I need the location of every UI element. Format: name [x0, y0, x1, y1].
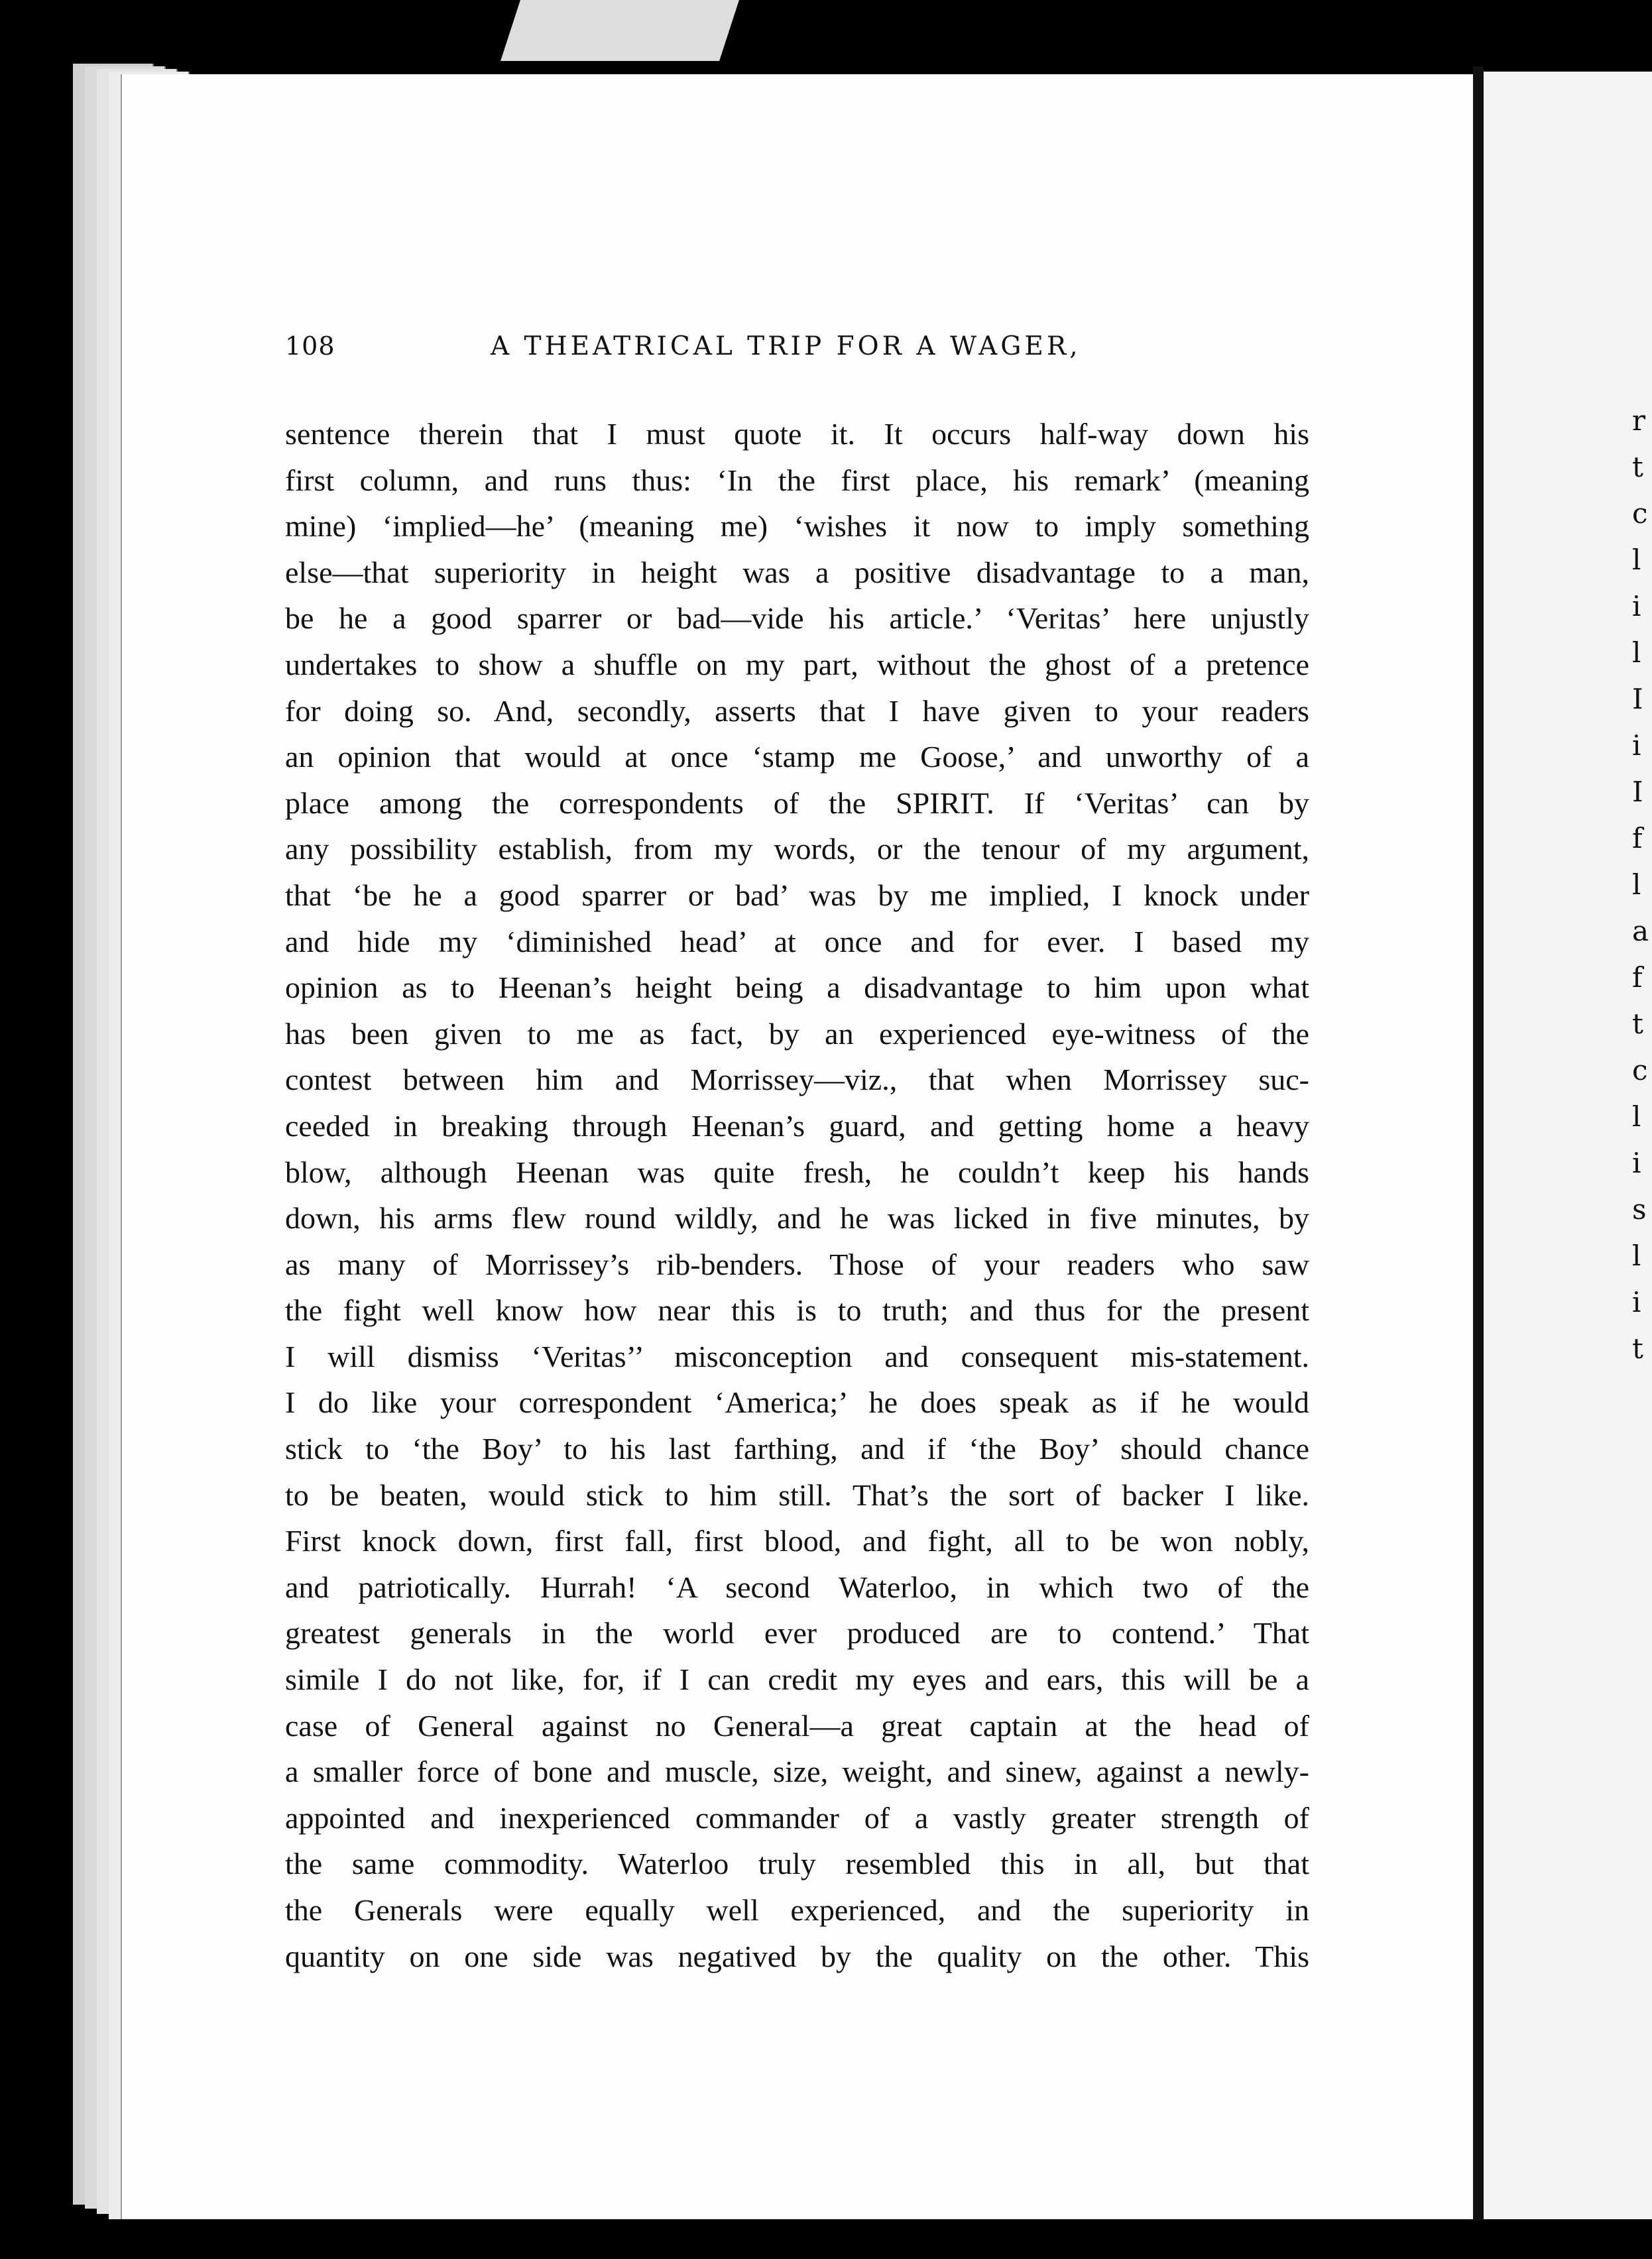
body-text	[285, 411, 1309, 1979]
facing-page-fragment: t	[1632, 1332, 1643, 1365]
text-line: any possibility establish, from my words, or the tenour of my argument,	[285, 832, 1309, 866]
text-line: else—that superiority in height was a positive disadvantage to a man,	[285, 555, 1309, 589]
text-line: that ‘be he a good sparrer or bad’ was by me implied, I knock under	[285, 878, 1309, 912]
facing-page-text	[1632, 398, 1652, 1372]
text-line: ceeded in breaking through Heenan’s guard, and getting home a heavy	[285, 1108, 1309, 1143]
facing-page-fragment: i	[1632, 1286, 1641, 1318]
text-line: be he a good sparrer or bad—vide his article.’ ‘Veritas’ here unjustly	[285, 601, 1309, 636]
facing-page-fragment: i	[1632, 590, 1641, 622]
facing-page-fragment: l	[1632, 544, 1641, 576]
text-line: down, his arms flew round wildly, and he was licked in five minutes, by	[285, 1201, 1309, 1236]
text-line: contest between him and Morrissey—viz., that when Morrissey suc-	[285, 1063, 1309, 1097]
facing-page-fragment: c	[1632, 497, 1648, 530]
facing-page-fragment: f	[1632, 822, 1643, 854]
text-line: and hide my ‘diminished head’ at once and for ever. I based my	[285, 924, 1309, 958]
text-line: an opinion that would at once ‘stamp me Goose,’ and unworthy of a	[285, 740, 1309, 774]
facing-page	[1484, 72, 1652, 2219]
text-line: as many of Morrissey’s rib-benders. Those of your readers who saw	[285, 1247, 1309, 1281]
facing-page-fragment: t	[1632, 1008, 1643, 1040]
facing-page-fragment: i	[1632, 1147, 1641, 1179]
torn-paper-scrap	[501, 0, 739, 61]
text-line: the Generals were equally well experienced, and the superiority in	[285, 1893, 1309, 1927]
text-line: I do like your correspondent ‘America;’ he does speak as if he would	[285, 1385, 1309, 1420]
text-line: opinion as to Heenan’s height being a disadvantage to him upon what	[285, 970, 1309, 1005]
text-line: and patriotically. Hurrah! ‘A second Waterloo, in which two of the	[285, 1570, 1309, 1604]
facing-page-fragment: t	[1632, 451, 1643, 483]
facing-page-fragment: l	[1632, 636, 1641, 669]
facing-page-fragment: f	[1632, 961, 1643, 994]
facing-page-fragment: l	[1632, 1100, 1641, 1133]
running-head: A THEATRICAL TRIP FOR A WAGER,	[491, 331, 1081, 361]
page-number: 108	[285, 331, 335, 361]
text-line: simile I do not like, for, if I can credit my eyes and ears, this will be a	[285, 1662, 1309, 1697]
facing-page-fragment: s	[1632, 1193, 1647, 1226]
text-line: has been given to me as fact, by an experienced eye-witness of the	[285, 1016, 1309, 1051]
book-spine	[1473, 66, 1484, 2221]
text-line: First knock down, first fall, first blood, and fight, all to be won nobly,	[285, 1524, 1309, 1558]
facing-page-fragment: i	[1632, 729, 1641, 762]
text-line: greatest generals in the world ever produced are to contend.’ That	[285, 1616, 1309, 1651]
facing-page-fragment: I	[1632, 683, 1643, 715]
text-line: blow, although Heenan was quite fresh, he couldn’t keep his hands	[285, 1155, 1309, 1189]
text-line: the fight well know how near this is to truth; and thus for the present	[285, 1293, 1309, 1328]
text-line: a smaller force of bone and muscle, size, weight, and sinew, against a newly-	[285, 1755, 1309, 1789]
text-line: undertakes to show a shuffle on my part, without the ghost of a pretence	[285, 647, 1309, 681]
text-line: to be beaten, would stick to him still. That’s the sort of backer I like.	[285, 1477, 1309, 1512]
page-header	[285, 331, 1319, 371]
text-line: for doing so. And, secondly, asserts that I have given to your readers	[285, 693, 1309, 728]
text-line: the same commodity. Waterloo truly resembled this in all, but that	[285, 1847, 1309, 1881]
text-line: sentence therein that I must quote it. It occurs half-way down his	[285, 417, 1309, 451]
facing-page-fragment: a	[1632, 915, 1649, 947]
facing-page-fragment: l	[1632, 868, 1641, 901]
text-line: appointed and inexperienced commander of a vastly greater strength of	[285, 1800, 1309, 1835]
facing-page-fragment: I	[1632, 776, 1643, 808]
text-line: place among the correspondents of the SPIRIT. If ‘Veritas’ can by	[285, 785, 1309, 820]
text-line: first column, and runs thus: ‘In the first place, his remark’ (meaning	[285, 463, 1309, 497]
text-line: stick to ‘the Boy’ to his last farthing, and if ‘the Boy’ should chance	[285, 1432, 1309, 1466]
text-line: quantity on one side was negatived by the quality on the other. This	[285, 1939, 1309, 1973]
text-line: I will dismiss ‘Veritas’’ misconception and consequent mis-statement.	[285, 1339, 1309, 1373]
facing-page-fragment: c	[1632, 1054, 1648, 1086]
facing-page-fragment: r	[1632, 404, 1646, 437]
facing-page-fragment: l	[1632, 1240, 1641, 1272]
text-line: mine) ‘implied—he’ (meaning me) ‘wishes it now to imply something	[285, 509, 1309, 544]
text-line: case of General against no General—a great captain at the head of	[285, 1708, 1309, 1743]
